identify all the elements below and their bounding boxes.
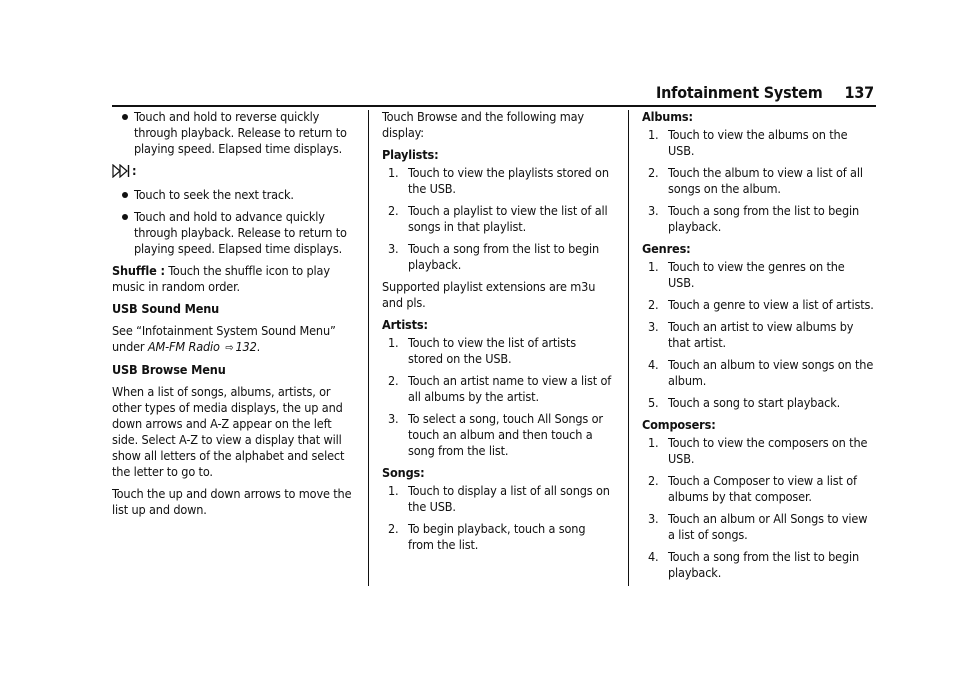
albums-steps (642, 127, 874, 235)
bullet-dot (122, 192, 128, 198)
page-ref-arrow-icon: ⇨ (225, 341, 234, 354)
column-2 (382, 109, 614, 559)
list-item: 3. Touch an album or All Songs to view a list of songs. (648, 511, 868, 542)
list-item: 1. Touch to view the playlists stored on the USB. (388, 165, 609, 196)
updown-paragraph: Touch the up and down arrows to move the list up and down. (112, 486, 352, 517)
list-item: 2. Touch a Composer to view a list of albums by that composer. (648, 473, 857, 504)
usb-sound-menu-heading: USB Sound Menu (112, 301, 220, 316)
list-item: 1. Touch to view the composers on the USB. (648, 435, 868, 466)
songs-steps (382, 483, 614, 553)
bullet-text: Touch to seek the next track. (134, 187, 294, 202)
header-rule (112, 105, 876, 107)
list-item: 3. Touch a song from the list to begin playback. (648, 203, 860, 234)
section-title: Infotainment System (655, 83, 823, 102)
supported-playlist-note: Supported playlist extensions are m3u and pls. (382, 279, 596, 310)
albums-heading: Albums: (642, 109, 693, 124)
list-item: 1. Touch to view the list of artists stored on the USB. (388, 335, 576, 366)
composers-steps (642, 435, 874, 581)
list-item: 1. Touch to display a list of all songs on the USB. (388, 483, 610, 514)
bullet-item-seek (112, 187, 352, 203)
list-item: 4. Touch an album to view songs on the album. (648, 357, 874, 388)
list-item: 3. Touch an artist to view albums by that artist. (648, 319, 854, 350)
shuffle-paragraph (112, 263, 352, 295)
genres-heading: Genres: (642, 241, 691, 256)
songs-heading: Songs: (382, 465, 425, 480)
composers-heading: Composers: (642, 417, 716, 432)
bullet-text: Touch and hold to reverse quickly through playback. Release to return to playing speed. Elapsed time displays. (134, 109, 347, 156)
shuffle-text: Touch the shuffle icon to play music in random order. (112, 263, 330, 294)
column-divider-2 (628, 110, 629, 586)
next-track-icon (112, 164, 130, 178)
see-end: . (256, 339, 261, 354)
column-1 (112, 109, 352, 524)
next-track-label (112, 163, 352, 179)
column-divider-1 (368, 110, 369, 586)
list-item: 4. Touch a song from the list to begin playback. (648, 549, 860, 580)
see-reference-paragraph (112, 323, 352, 356)
list-item: 3. Touch a song from the list to begin playback. (388, 241, 600, 272)
genres-steps (642, 259, 874, 411)
list-item: 2. To begin playback, touch a song from the list. (388, 521, 586, 552)
browse-paragraph: When a list of songs, albums, artists, or other types of media displays, the up and down arrows and A-Z appear on the left side. Select A-Z to view a display that will show all letters of the alphabet and select the letter to go to. (112, 384, 345, 479)
bullet-text: Touch and hold to advance quickly through playback. Release to return to playing speed. Elapsed time displays. (134, 209, 347, 256)
cross-reference-page[interactable]: 132 (235, 339, 257, 354)
see-text: See “Infotainment System Sound Menu” under (112, 323, 336, 354)
list-item: 2. Touch an artist name to view a list of all albums by the artist. (388, 373, 612, 404)
icon-label-colon: : (132, 163, 137, 178)
list-item: 1. Touch to view the genres on the USB. (648, 259, 845, 290)
playlists-heading: Playlists: (382, 147, 439, 162)
cross-reference-link[interactable]: AM-FM Radio (147, 339, 220, 354)
bullet-item-advance (112, 209, 352, 257)
bullet-dot (122, 214, 128, 220)
bullet-item-reverse (112, 109, 352, 157)
running-head (656, 83, 874, 102)
column-3 (642, 109, 874, 587)
page-number: 137 (844, 83, 874, 102)
list-item: 2. Touch a genre to view a list of artists. (648, 297, 874, 312)
list-item: 1. Touch to view the albums on the USB. (648, 127, 848, 158)
playlists-steps (382, 165, 614, 273)
browse-intro: Touch Browse and the following may display: (382, 109, 584, 140)
bullet-dot (122, 114, 128, 120)
list-item: 5. Touch a song to start playback. (648, 395, 841, 410)
usb-browse-menu-heading: USB Browse Menu (112, 362, 226, 377)
artists-steps (382, 335, 614, 459)
artists-heading: Artists: (382, 317, 428, 332)
list-item: 2. Touch the album to view a list of all songs on the album. (648, 165, 863, 196)
shuffle-label: Shuffle : (112, 263, 165, 278)
list-item: 3. To select a song, touch All Songs or touch an album and then touch a song from the list. (388, 411, 603, 458)
list-item: 2. Touch a playlist to view the list of all songs in that playlist. (388, 203, 608, 234)
